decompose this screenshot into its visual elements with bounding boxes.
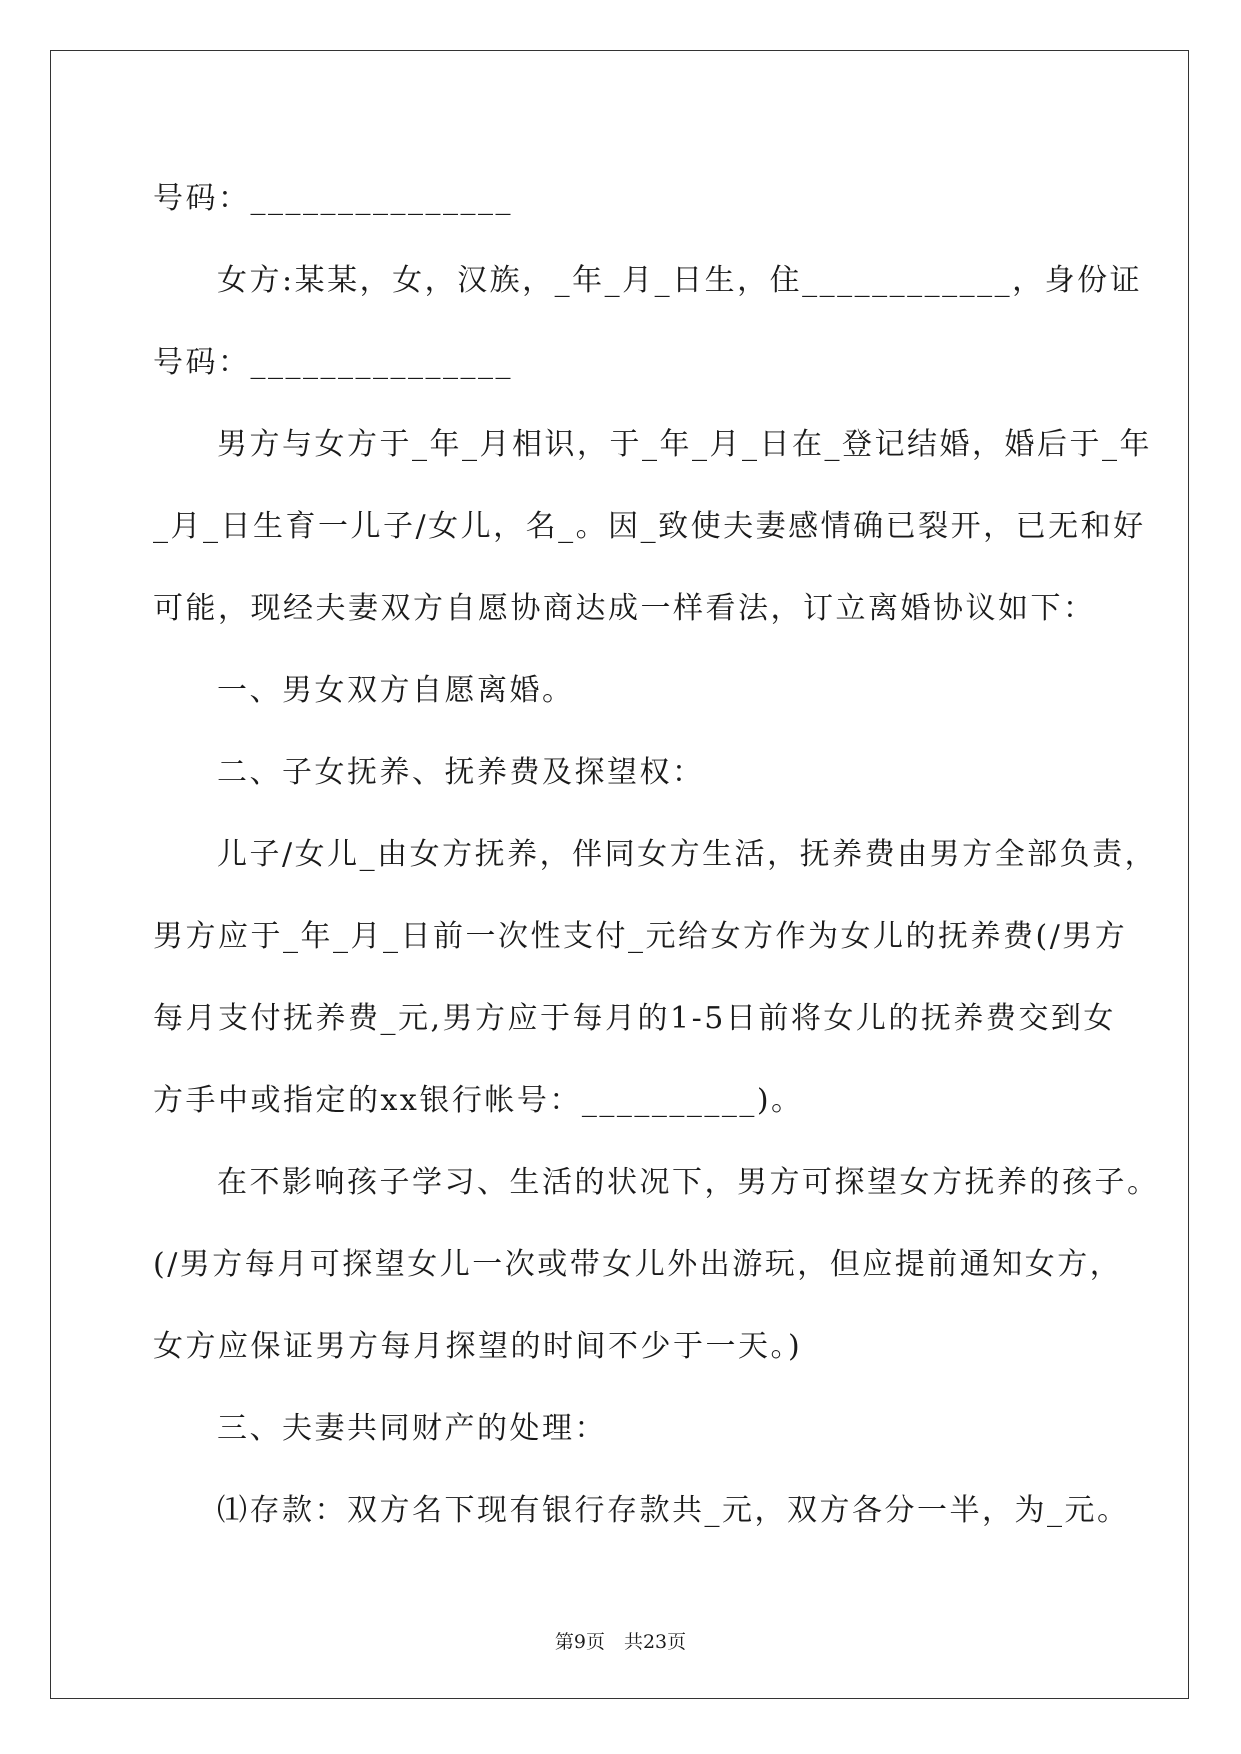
text-line: 号码：_______________ (153, 345, 513, 380)
document-body (153, 158, 1160, 1552)
text-line: 方手中或指定的xx银行帐号：__________)。 (153, 1083, 804, 1118)
section-heading: 二、子女抚养、抚养费及探望权： (217, 755, 705, 790)
text-line: 男方应于_年_月_日前一次性支付_元给女方作为女儿的抚养费(/男方 (153, 919, 1128, 954)
text-line: 每月支付抚养费_元,男方应于每月的1-5日前将女儿的抚养费交到女 (153, 1001, 1116, 1036)
text-line: 女方:某某，女，汉族，_年_月_日生，住____________，身份证 (217, 263, 1143, 298)
text-line: 男方与女方于_年_月相识，于_年_月_日在_登记结婚，婚后于_年 (217, 427, 1152, 462)
text-line: (/男方每月可探望女儿一次或带女儿外出游玩，但应提前通知女方， (153, 1247, 1123, 1282)
text-line: 号码：_______________ (153, 181, 513, 216)
section-heading: 一、男女双方自愿离婚。 (217, 673, 575, 708)
text-line: 儿子/女儿_由女方抚养，伴同女方生活，抚养费由男方全部负责， (217, 837, 1158, 872)
text-line: 女方应保证男方每月探望的时间不少于一天。) (153, 1329, 803, 1364)
text-line: 在不影响孩子学习、生活的状况下，男方可探望女方抚养的孩子。 (217, 1165, 1160, 1200)
section-heading: 三、夫妻共同财产的处理： (217, 1411, 607, 1446)
page-number: 第9页 共23页 (554, 1631, 687, 1653)
text-line: ⑴存款：双方名下现有银行存款共_元，双方各分一半，为_元。 (217, 1493, 1130, 1528)
text-line: _月_日生育一儿子/女儿，名_。因_致使夫妻感情确已裂开，已无和好 (153, 509, 1146, 544)
text-line: 可能，现经夫妻双方自愿协商达成一样看法，订立离婚协议如下： (153, 591, 1096, 626)
